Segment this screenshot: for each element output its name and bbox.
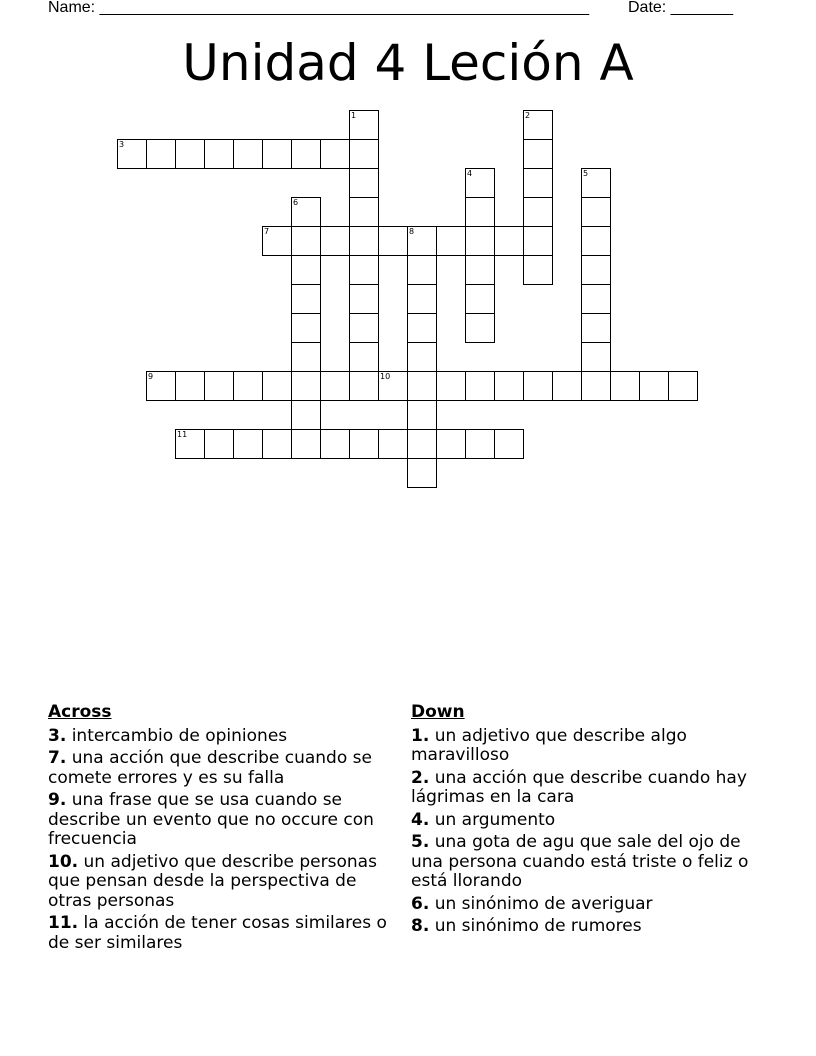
crossword-cell[interactable] <box>291 139 321 169</box>
crossword-cell[interactable] <box>291 371 321 401</box>
crossword-cell[interactable] <box>552 371 582 401</box>
down-clues <box>411 703 761 940</box>
clue-text: una acción que describe cuando se comete errores y es su falla <box>48 748 372 788</box>
clue-number: 3. <box>48 725 67 746</box>
crossword-cell[interactable] <box>523 139 553 169</box>
crossword-cell[interactable] <box>523 168 553 198</box>
cell-number: 5 <box>583 169 589 178</box>
clue-text: una frase que se usa cuando se describe un evento que no occure con frecuencia <box>48 790 374 849</box>
clue-text: una acción que describe cuando hay lágrimas en la cara <box>411 767 747 807</box>
crossword-cell[interactable] <box>233 371 263 401</box>
cell-number: 4 <box>467 169 473 178</box>
crossword-cell[interactable] <box>204 139 234 169</box>
crossword-cell[interactable] <box>378 429 408 459</box>
crossword-cell[interactable] <box>233 139 263 169</box>
crossword-cell[interactable] <box>349 342 379 372</box>
clue-number: 5. <box>411 832 430 852</box>
crossword-cell[interactable] <box>349 284 379 314</box>
crossword-cell[interactable] <box>349 255 379 285</box>
crossword-cell[interactable] <box>349 226 379 256</box>
clue-text: una gota de agu que sale del ojo de una persona cuando está triste o feliz o está llorando <box>411 832 749 891</box>
down-clue <box>411 833 761 892</box>
crossword-cell[interactable] <box>581 342 611 372</box>
crossword-cell[interactable] <box>349 429 379 459</box>
crossword-cell[interactable] <box>523 197 553 227</box>
across-clue <box>48 914 398 953</box>
cell-number: 9 <box>148 372 154 381</box>
crossword-cell[interactable] <box>465 313 495 343</box>
clue-number: 10. <box>48 851 79 872</box>
crossword-cell[interactable] <box>581 255 611 285</box>
crossword-cell[interactable] <box>349 139 379 169</box>
down-clue <box>411 895 761 915</box>
crossword-cell[interactable] <box>465 226 495 256</box>
crossword-cell[interactable] <box>378 226 408 256</box>
crossword-cell[interactable] <box>291 342 321 372</box>
clue-number: 8. <box>411 916 430 936</box>
crossword-cell[interactable] <box>233 429 263 459</box>
crossword-cell[interactable] <box>146 139 176 169</box>
cell-number: 3 <box>119 140 125 149</box>
crossword-cell[interactable] <box>436 226 466 256</box>
clue-number: 1. <box>411 725 430 746</box>
cell-number: 7 <box>264 227 270 236</box>
down-clue <box>411 727 761 766</box>
clue-text: un sinónimo de rumores <box>434 916 642 936</box>
date-field-label: Date: _______ <box>628 0 733 16</box>
crossword-cell[interactable] <box>494 371 524 401</box>
clue-text: un adjetivo que describe personas que pensan desde la perspectiva de otras personas <box>48 851 377 911</box>
crossword-cell[interactable] <box>668 371 698 401</box>
crossword-cell[interactable] <box>610 371 640 401</box>
down-clue <box>411 917 761 937</box>
clue-number: 4. <box>411 809 430 830</box>
crossword-cell[interactable] <box>436 371 466 401</box>
across-clue <box>48 749 398 788</box>
crossword-cell[interactable] <box>465 429 495 459</box>
across-clue <box>48 727 398 747</box>
page-title: Unidad 4 Leción A <box>182 34 634 92</box>
clue-text: un sinónimo de averiguar <box>434 893 653 914</box>
crossword-cell[interactable] <box>320 226 350 256</box>
crossword-cell[interactable] <box>291 226 321 256</box>
cell-number: 1 <box>351 111 357 120</box>
cell-number: 2 <box>525 111 531 120</box>
down-clue <box>411 811 761 831</box>
crossword-cell[interactable] <box>175 429 205 459</box>
clue-text: la acción de tener cosas similares o de ser similares <box>48 913 387 953</box>
crossword-cell[interactable] <box>407 255 437 285</box>
crossword-cell[interactable] <box>262 226 292 256</box>
across-clue <box>48 791 398 850</box>
crossword-cell[interactable] <box>581 197 611 227</box>
crossword-cell[interactable] <box>349 110 379 140</box>
crossword-cell[interactable] <box>320 429 350 459</box>
crossword-cell[interactable] <box>291 197 321 227</box>
crossword-cell[interactable] <box>262 429 292 459</box>
crossword-cell[interactable] <box>349 197 379 227</box>
crossword-cell[interactable] <box>291 255 321 285</box>
crossword-cell[interactable] <box>204 371 234 401</box>
clue-number: 2. <box>411 767 430 788</box>
clue-number: 9. <box>48 790 67 810</box>
crossword-cell[interactable] <box>407 226 437 256</box>
cell-number: 11 <box>177 430 188 439</box>
crossword-cell[interactable] <box>465 284 495 314</box>
crossword-cell[interactable] <box>581 226 611 256</box>
crossword-cell[interactable] <box>146 371 176 401</box>
crossword-cell[interactable] <box>349 371 379 401</box>
crossword-cell[interactable] <box>465 168 495 198</box>
crossword-cell[interactable] <box>581 371 611 401</box>
crossword-cell[interactable] <box>407 284 437 314</box>
crossword-cell[interactable] <box>291 400 321 430</box>
crossword-cell[interactable] <box>378 371 408 401</box>
cell-number: 10 <box>380 372 391 381</box>
cell-number: 6 <box>293 198 299 207</box>
crossword-cell[interactable] <box>465 371 495 401</box>
crossword-cell[interactable] <box>349 313 379 343</box>
crossword-cell[interactable] <box>465 255 495 285</box>
crossword-cell[interactable] <box>523 371 553 401</box>
clue-number: 7. <box>48 748 67 768</box>
crossword-grid <box>0 0 816 500</box>
crossword-cell[interactable] <box>494 429 524 459</box>
crossword-cell[interactable] <box>262 139 292 169</box>
down-heading: Down <box>411 702 465 722</box>
crossword-cell[interactable] <box>291 429 321 459</box>
crossword-cell[interactable] <box>407 342 437 372</box>
crossword-cell[interactable] <box>494 226 524 256</box>
crossword-cell[interactable] <box>407 458 437 488</box>
crossword-cell[interactable] <box>407 313 437 343</box>
clue-text: un adjetivo que describe algo maravilloso <box>411 725 687 765</box>
crossword-cell[interactable] <box>291 284 321 314</box>
across-heading: Across <box>48 702 112 722</box>
cell-number: 8 <box>409 227 415 236</box>
crossword-cell[interactable] <box>262 371 292 401</box>
crossword-cell[interactable] <box>349 168 379 198</box>
crossword-cell[interactable] <box>117 139 147 169</box>
crossword-cell[interactable] <box>581 168 611 198</box>
crossword-cell[interactable] <box>204 429 234 459</box>
clue-number: 11. <box>48 913 79 933</box>
crossword-cell[interactable] <box>581 284 611 314</box>
crossword-cell[interactable] <box>175 139 205 169</box>
crossword-cell[interactable] <box>523 255 553 285</box>
crossword-cell[interactable] <box>436 429 466 459</box>
crossword-cell[interactable] <box>523 226 553 256</box>
crossword-cell[interactable] <box>320 371 350 401</box>
crossword-cell[interactable] <box>523 110 553 140</box>
crossword-cell[interactable] <box>407 371 437 401</box>
clue-text: un argumento <box>434 809 556 830</box>
name-field-label: Name: _______________________________________________________ <box>48 0 589 16</box>
down-clue <box>411 769 761 808</box>
crossword-cell[interactable] <box>320 139 350 169</box>
crossword-cell[interactable] <box>639 371 669 401</box>
crossword-cell[interactable] <box>291 313 321 343</box>
clue-text: intercambio de opiniones <box>71 725 288 746</box>
across-clues <box>48 703 398 956</box>
crossword-cell[interactable] <box>581 313 611 343</box>
crossword-cell[interactable] <box>407 400 437 430</box>
crossword-cell[interactable] <box>407 429 437 459</box>
clue-number: 6. <box>411 893 430 914</box>
crossword-cell[interactable] <box>175 371 205 401</box>
across-clue <box>48 853 398 912</box>
crossword-cell[interactable] <box>465 197 495 227</box>
